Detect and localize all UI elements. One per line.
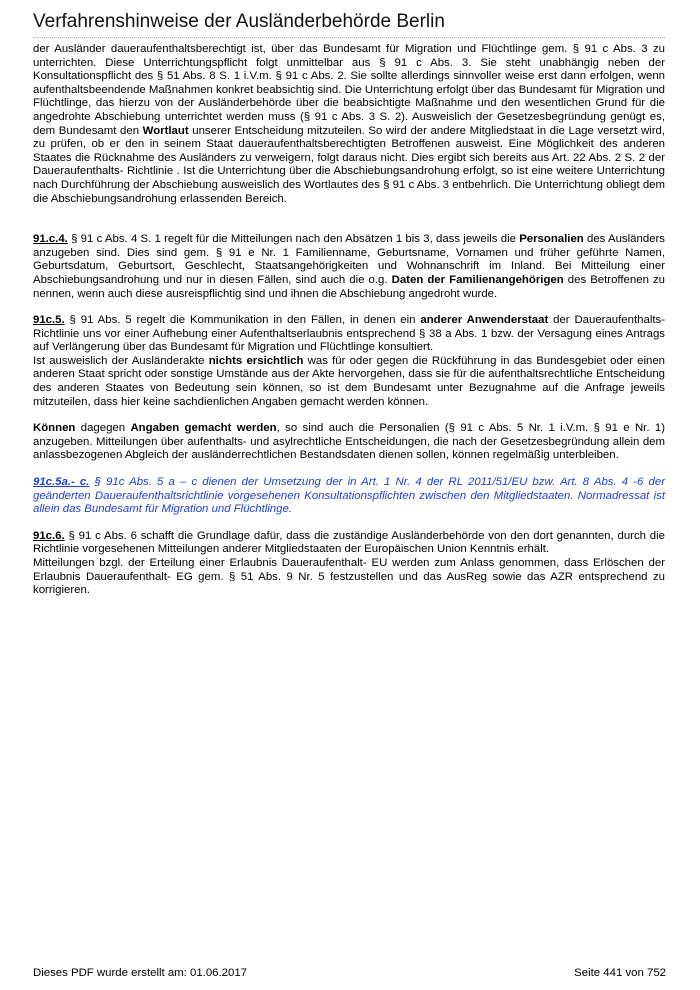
- text: § 91c Abs. 5 a – c dienen der Umsetzung der in Art. 1 Nr. 4 der RL 2011/51/EU bzw. Art. 8 Abs. 4 -6 der geänderten Daueraufenthaltsrichtlinie vorgesehenen Konsultationspflichten zwischen den Mitgliedstaaten. Normadressat ist allein das Bundesamt für Migration und Flüchtlinge.: [33, 476, 665, 516]
- paragraph-angaben: [33, 422, 665, 463]
- text: Mitteilungen bzgl. der Erteilung einer Erlaubnis Daueraufenthalt- EU werden zum Anlass genommen, dass Erlöschen der Erlaubnis Daueraufenthalt- EG gem. § 51 Abs. 9 Nr. 5 festzustellen und das AusReg sowie das AZR entsprechend zu korrigieren.: [33, 557, 665, 597]
- document-body: [33, 43, 665, 598]
- section-number: 91c.6.: [33, 529, 65, 542]
- text: Ist ausweislich der Ausländerakte: [33, 354, 209, 367]
- text: § 91 c Abs. 4 S. 1 regelt für die Mitteilungen nach den Absätzen 1 bis 3, dass jeweils die: [67, 233, 520, 246]
- section-91c4: [33, 233, 665, 301]
- bold-text: Können: [33, 422, 76, 435]
- text: dagegen: [75, 422, 131, 435]
- section-91c6-continued: [33, 557, 665, 598]
- footer-page-number: Seite 441 von 752: [574, 967, 666, 979]
- text: was für oder gegen die Rückführung in das Bundesgebiet oder einen anderen Staat spricht oder sonstige Umstände aus der Akte hervorgehen, dass sie für die aufenthaltsrechtliche Entscheidung des anderen Staates von Bedeutung sein können, so ist dem Bundesamt unter Bezugnahme auf die Anfrage jeweils mitzuteilen, dass hier keine sachdienlichen Angaben gemacht werden können.: [33, 354, 665, 408]
- bold-text: Angaben gemacht werden: [130, 422, 277, 435]
- footer-created-date: Dieses PDF wurde erstellt am: 01.06.2017: [33, 967, 247, 979]
- text: der Ausländer daueraufenthaltsberechtigt ist, über das Bundesamt für Migration und Flüchtlinge gem. § 91 c Abs. 3 zu unterrichten. Diese Unterrichtungspflicht folgt unmittelbar aus § 91 c Abs. 3. Sie steht unabhängig neben der Konsultationspflicht des § 51 Abs. 8 S. 1 i.V.m. § 91 c Abs. 2. Sie sollte allerdings sinnvoller weise erst dann erfolgen, wenn aufenthaltsbeendende Maßnahmen konkret beabsichtig sind. Die Unterrichtung erfolgt über das Bundesamt für Migration und Flüchtlinge, das hierzu von der Ausländerbehörde über die beabsichtigte Maßnahme und den wesentlichen Grund für die angedrohte Abschiebung unterrichtet werden muss (§ 91 c Abs. 3 S. 2). Ausweislich der Gesetzesbegründung genügt es, dem Bundesamt den: [33, 43, 665, 137]
- section-91c5: [33, 314, 665, 355]
- page-title: Verfahrenshinweise der Ausländerbehörde Berlin: [33, 10, 665, 38]
- section-91c5a: [33, 476, 665, 517]
- text: des Betroffenen zu nennen, wenn auch diese ausreispflichtig sind und ihnen die Abschiebung angedroht wurde.: [33, 273, 665, 300]
- bold-text: Daten der Familienangehörigen: [391, 273, 564, 286]
- text: , so sind auch die Personalien (§ 91 c Abs. 5 Nr. 1 i.V.m. § 91 e Nr. 1) anzugeben. Mitteilungen über aufenthalts- und asylrechtliche Entscheidungen, die nach der Gesetzesbegründung allein dem anlassbezogenen Abgleich der ausländerrechtlichen Bestandsdaten dienen sollen, können regelmäßig unterbleiben.: [33, 422, 665, 462]
- text: des Ausländers anzugeben sind. Dies sind gem. § 91 e Nr. 1 Familienname, Geburtsname, Vornamen und früher geführte Namen, Geburtsdatum, Geburtsort, Geschlecht, Staatsangehörigkeiten und Wohnanschrift im Inland. Bei Mitteilung einer Abschiebungsandrohung und nur in diesen Fällen, sind auch die o.g.: [33, 233, 665, 286]
- section-number: 91.c.4.: [33, 233, 68, 246]
- bold-text: anderer Anwenderstaat: [420, 314, 549, 327]
- section-number: 91c.5a.- c.: [33, 476, 90, 489]
- text: der Daueraufenthalts- Richtlinie uns vor einer Aufhebung einer Aufenthaltserlaubnis entsprechend § 38 a Abs. 1 bzw. der Versagung eines Antrags auf Verlängerung über das Bundesamt für Migration und Flüchtlinge konsultiert.: [33, 314, 665, 354]
- section-number: 91c.5.: [33, 314, 65, 327]
- text: § 91 c Abs. 6 schafft die Grundlage dafür, dass die zuständige Ausländerbehörde von den dort genannten, durch die Richtlinie vorgesehenen Mitteilungen anderer Mitgliedstaaten der Europäischen Union Kenntnis erhält.: [33, 529, 665, 556]
- text: § 91 Abs. 5 regelt die Kommunikation in den Fällen, in denen ein: [64, 314, 421, 327]
- paragraph-unterrichtung: [33, 43, 665, 206]
- bold-text: Personalien: [519, 233, 584, 246]
- section-91c5-continued: [33, 355, 665, 409]
- section-91c6: [33, 530, 665, 557]
- bold-text: nichts ersichtlich: [208, 354, 304, 367]
- text: unserer Entscheidung mitzuteilen. So wird der andere Mitgliedstaat in die Lage versetzt wird, zu prüfen, ob er den in seinem Staat daueraufenthaltsberechtigten Betroffenen ausweist. Eine Möglichkeit des anderen Staates die Rücknahme des Ausländers zu verweigern, folgt daraus nicht. Dies ergibt sich bereits aus Art. 22 Abs. 2 S. 2 der Daueraufenthalts- Richtlinie . Ist die Unterrichtung über die Abschiebungsandrohung erfolgt, so ist eine weitere Unterrichtung nach Durchführung der Abschiebung ausweislich des Wortlautes des § 91 c Abs. 3 entbehrlich. Die Unterrichtung obliegt dem die Abschiebungsandrohung erlassenden Bereich.: [33, 124, 665, 205]
- bold-text: Wortlaut: [142, 124, 189, 137]
